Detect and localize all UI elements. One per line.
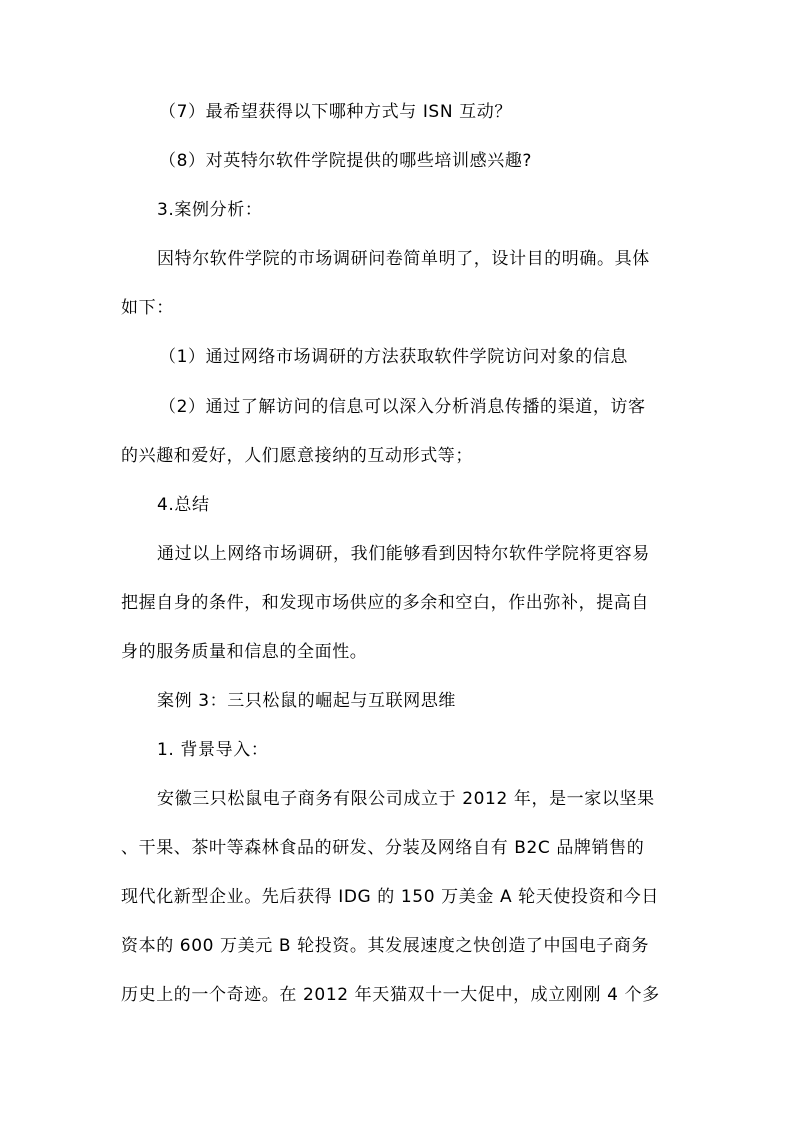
paragraph-line: 因特尔软件学院的市场调研问卷简单明了，设计目的明确。具体 — [157, 249, 650, 269]
paragraph-line: 安徽三只松鼠电子商务有限公司成立于 2012 年，是一家以坚果 — [157, 789, 655, 809]
section-heading-background: 1. 背景导入： — [157, 740, 269, 760]
case-title: 案例 3：三只松鼠的崛起与互联网思维 — [157, 691, 457, 711]
section-heading-case-analysis: 3.案例分析： — [157, 200, 263, 220]
paragraph-line: 资本的 600 万美元 B 轮投资。其发展速度之快创造了中国电子商务 — [121, 936, 650, 956]
paragraph-line: 的兴趣和爱好，人们愿意接纳的互动形式等； — [121, 446, 473, 466]
list-item-1: （1）通过网络市场调研的方法获取软件学院访问对象的信息 — [159, 347, 629, 367]
paragraph-line: 现代化新型企业。先后获得 IDG 的 150 万美金 A 轮天使投资和今日 — [121, 887, 659, 907]
paragraph-line: 历史上的一个奇迹。在 2012 年天猫双十一大促中，成立刚刚 4 个多 — [121, 985, 660, 1005]
paragraph-line: 身的服务质量和信息的全面性。 — [121, 642, 368, 662]
question-7: （7）最希望获得以下哪种方式与 ISN 互动？ — [159, 102, 512, 122]
paragraph-line: 、干果、茶叶等森林食品的研发、分装及网络自有 B2C 品牌销售的 — [121, 838, 645, 858]
paragraph-line: 如下： — [121, 298, 174, 318]
question-8: （8）对英特尔软件学院提供的哪些培训感兴趣? — [159, 151, 533, 171]
list-item-2: （2）通过了解访问的信息可以深入分析消息传播的渠道，访客 — [159, 397, 646, 417]
section-heading-summary: 4.总结 — [157, 495, 210, 515]
paragraph-line: 通过以上网络市场调研，我们能够看到因特尔软件学院将更容易 — [157, 544, 650, 564]
paragraph-line: 把握自身的条件，和发现市场供应的多余和空白，作出弥补，提高自 — [121, 593, 649, 613]
